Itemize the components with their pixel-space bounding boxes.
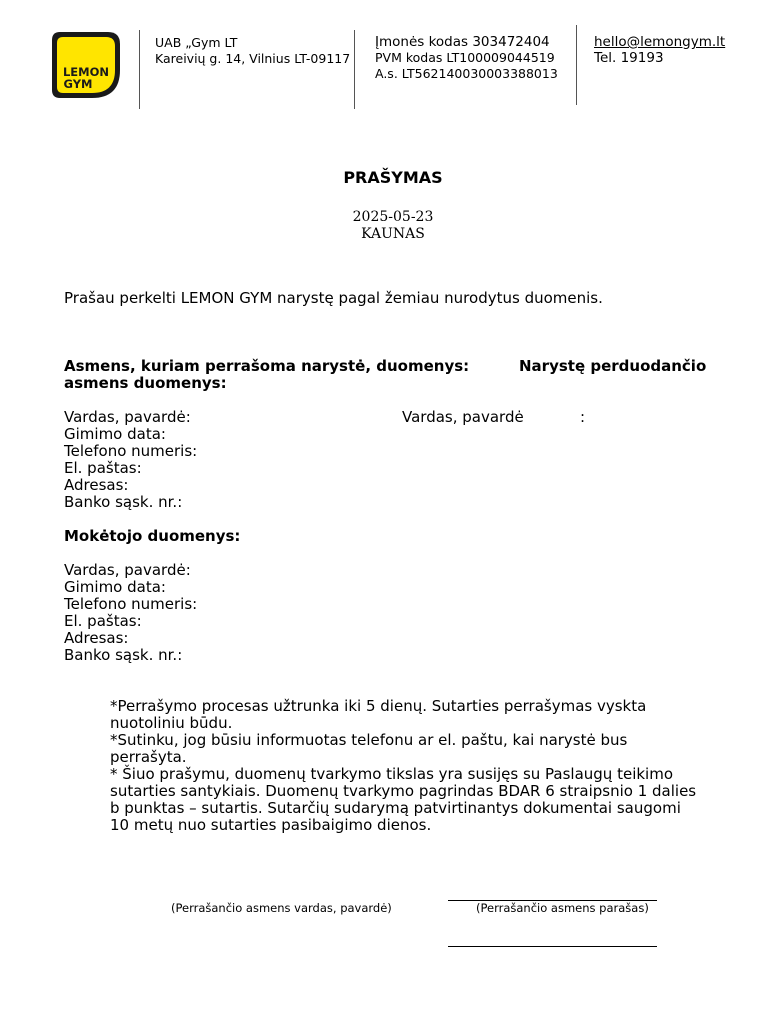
company-code: Įmonės kodas 303472404 [375,34,550,50]
document-date: 2025-05-23 [352,209,434,225]
note-line: sutarties santykiais. Duomenų tvarkymo pagrindas BDAR 6 straipsnio 1 dalies [110,782,697,800]
transferor-field-name: Vardas, pavardė [402,408,524,426]
transferor-heading-cont: asmens duomenys: [64,374,227,392]
note-line: * Šiuo prašymu, duomenų tvarkymo tikslas yra susijęs su Paslaugų teikimo [110,765,673,783]
lemon-gym-logo [50,30,122,100]
intro-text: Prašau perkelti LEMON GYM narystę pagal žemiau nurodytus duomenis. [64,289,603,307]
field-bank-account: Banko sąsk. nr.: [64,493,183,511]
name-caption: (Perrašančio asmens vardas, pavardė) [171,901,392,915]
note-line: nuotoliniu būdu. [110,714,233,732]
company-address: Kareivių g. 14, Vilnius LT-09117 [155,51,351,66]
transferor-field-colon: : [580,408,586,426]
company-info [155,35,350,67]
company-name: UAB „Gym LT [155,35,238,50]
document-title: PRAŠYMAS [343,168,443,187]
field-email: El. paštas: [64,612,142,630]
recipient-heading: Asmens, kuriam perrašoma narystė, duomenys: [64,357,470,375]
recipient-fields [64,409,197,511]
note-line: 10 metų nuo sutarties pasibaigimo dienos. [110,816,432,834]
field-email: El. paštas: [64,459,142,477]
field-phone: Telefono numeris: [64,442,198,460]
note-line: b punktas – sutartis. Sutarčių sudarymą patvirtinantys dokumentai saugomi [110,799,681,817]
notes-block [110,698,696,834]
document-city: KAUNAS [361,226,425,242]
field-birth-date: Gimimo data: [64,425,166,443]
field-address: Adresas: [64,476,129,494]
payer-fields [64,562,197,664]
company-codes [375,34,558,82]
header-divider [354,30,355,109]
note-line: perrašyta. [110,748,187,766]
header-divider [576,25,577,105]
note-line: *Sutinku, jog būsiu informuotas telefonu ar el. paštu, kai narystė bus [110,731,628,749]
transferor-heading: Narystę perduodančio [519,357,707,375]
field-name: Vardas, pavardė: [64,561,191,579]
field-bank-account: Banko sąsk. nr.: [64,646,183,664]
field-address: Adresas: [64,629,129,647]
header-divider [139,30,140,109]
field-phone: Telefono numeris: [64,595,198,613]
email-link[interactable]: hello@lemongym.lt [594,34,726,50]
svg-text:LEMON: LEMON [62,65,110,79]
contact-info [594,34,725,66]
note-line: *Perrašymo procesas užtrunka iki 5 dienų. Sutarties perrašymas vyskta [110,697,647,715]
bank-account: A.s. LT562140030003388013 [375,66,558,81]
vat-code: PVM kodas LT100009044519 [375,50,555,65]
field-birth-date: Gimimo data: [64,578,166,596]
second-signature-line [448,946,657,947]
field-name: Vardas, pavardė: [64,408,191,426]
phone-number: Tel. 19193 [594,50,664,66]
signature-caption: (Perrašančio asmens parašas) [476,901,649,915]
payer-heading: Mokėtojo duomenys: [64,527,241,545]
svg-text:GYM: GYM [63,77,93,91]
